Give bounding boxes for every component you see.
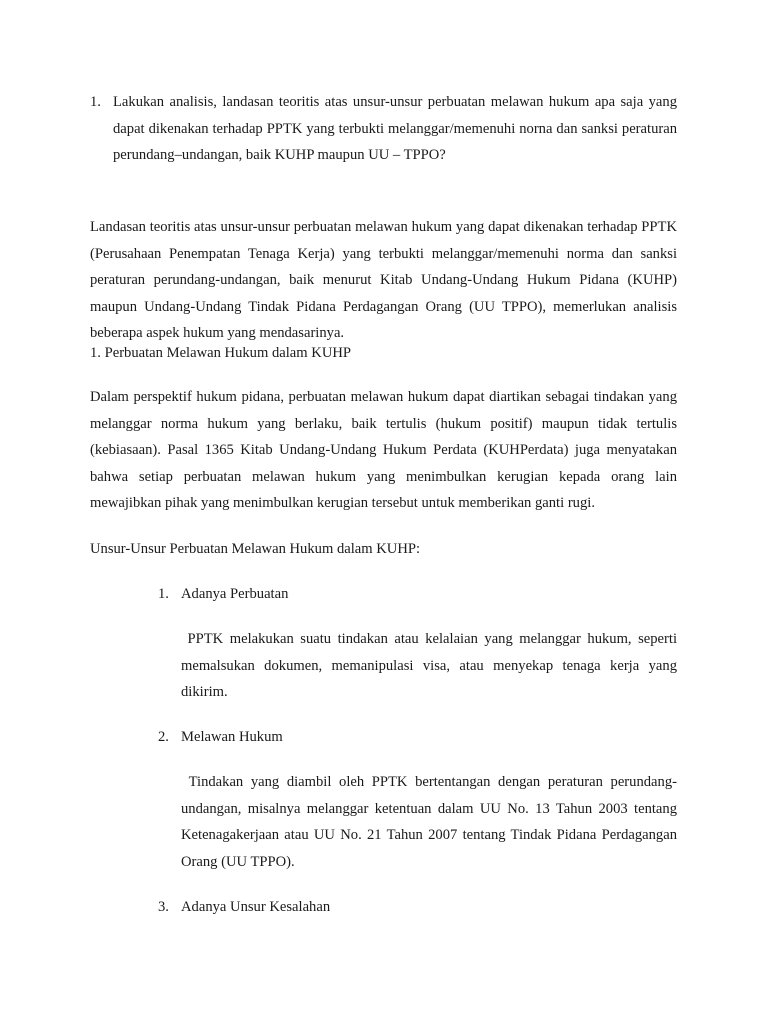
element-item-3 xyxy=(158,894,677,921)
element-title: Adanya Perbuatan xyxy=(181,586,289,602)
element-title: Melawan Hukum xyxy=(181,729,283,745)
element-item-1 xyxy=(158,581,677,608)
element-number: 1. xyxy=(158,586,169,602)
element-item-2 xyxy=(158,724,677,751)
element-description-1: PPTK melakukan suatu tindakan atau kelalaian yang melanggar hukum, seperti memalsukan dokumen, memanipulasi visa, atau menyekap tenaga kerja yang dikirim. xyxy=(181,631,681,700)
element-title: Adanya Unsur Kesalahan xyxy=(181,899,331,915)
question-item xyxy=(90,89,677,169)
elements-heading: Unsur-Unsur Perbuatan Melawan Hukum dalam KUHP: xyxy=(90,541,421,557)
question-number: 1. xyxy=(90,94,101,110)
element-description-2: Tindakan yang diambil oleh PPTK bertentangan dengan peraturan perundang-undangan, misalnya melanggar ketentuan dalam UU No. 13 Tahun 2003 tentang Ketenagakerjaan atau UU No. 21 Tahun 2007 tentang Tindak Pidana Perdagangan Orang (UU TPPO). xyxy=(181,774,681,870)
intro-paragraph: Landasan teoritis atas unsur-unsur perbuatan melawan hukum yang dapat dikenakan terhadap PPTK (Perusahaan Penempatan Tenaga Kerja) yang terbukti melanggar/memenuhi norma dan sanksi peraturan perundang-undangan, baik menurut Kitab Undang-Undang Hukum Pidana (KUHP) maupun Undang-Undang Tindak Pidana Perdagangan Orang (UU TPPO), memerlukan analisis beberapa aspek hukum yang mendasarinya. xyxy=(90,219,677,341)
section-heading: 1. Perbuatan Melawan Hukum dalam KUHP xyxy=(90,345,352,361)
element-number: 3. xyxy=(158,899,169,915)
question-text: Lakukan analisis, landasan teoritis atas unsur-unsur perbuatan melawan hukum apa saja yang dapat dikenakan terhadap PPTK yang terbukti melanggar/memenuhi norna dan sanksi peraturan perundang–undangan, baik KUHP maupun UU – TPPO? xyxy=(113,94,677,163)
section-paragraph: Dalam perspektif hukum pidana, perbuatan melawan hukum dapat diartikan sebagai tindakan yang melanggar norma hukum yang berlaku, baik tertulis (hukum positif) maupun tidak tertulis (kebiasaan). Pasal 1365 Kitab Undang-Undang Hukum Perdata (KUHPerdata) juga menyatakan bahwa setiap perbuatan melawan hukum yang menimbulkan kerugian kepada orang lain mewajibkan pihak yang menimbulkan kerugian tersebut untuk memberikan ganti rugi. xyxy=(90,389,677,511)
element-number: 2. xyxy=(158,729,169,745)
